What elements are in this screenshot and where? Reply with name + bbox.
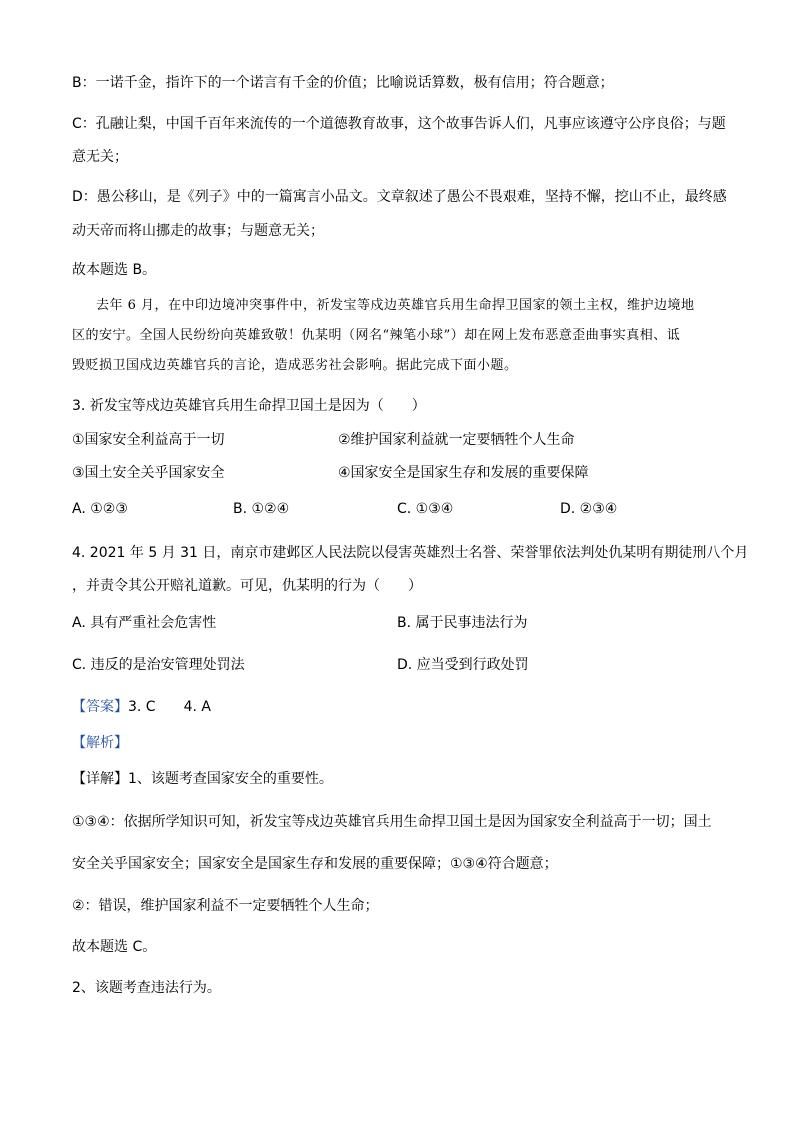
question-3-stem: 3. 祈发宝等戍边英雄官兵用生命捍卫国土是因为（ ） [72, 398, 426, 414]
analysis-p2-line1: ①③④：依据所学知识可知，祈发宝等戍边英雄官兵用生命捍卫国土是因为国家安全利益高于一切；国土 [72, 814, 712, 830]
analysis-conclusion: 故本题选 B。 [72, 262, 157, 278]
answer-line [72, 697, 211, 717]
analysis-option-d-line1: D：愚公移山，是《列子》中的一篇寓言小品文。文章叙述了愚公不畏艰难，坚持不懈，挖山不止，最终感 [72, 189, 727, 205]
q3-statement-3: ③国土安全关乎国家安全 [72, 465, 225, 481]
analysis-option-d-line2: 动天帝而将山挪走的故事；与题意无关； [72, 223, 324, 239]
analysis-tag: 【解析】 [72, 735, 128, 751]
passage-line2: 区的安宁。全国人民纷纷向英雄致敬！仇某明（网名“辣笔小球”）却在网上发布恶意歪曲事实真相、诋 [72, 328, 681, 343]
q4-option-a: A. 具有严重社会危害性 [72, 615, 217, 631]
analysis-option-c-line2: 意无关； [72, 149, 128, 165]
passage-line1: 去年 6 月，在中印边境冲突事件中，祈发宝等戍边英雄官兵用生命捍卫国家的领土主权，维护边境地 [96, 298, 695, 313]
q3-option-a: A. ①②③ [72, 501, 128, 517]
q4-option-c: C. 违反的是治安管理处罚法 [72, 657, 245, 673]
q3-option-d: D. ②③④ [560, 501, 618, 517]
q4-option-d: D. 应当受到行政处罚 [397, 657, 529, 673]
analysis-option-c-line1: C：孔融让梨，中国千百年来流传的一个道德教育故事，这个故事告诉人们，凡事应该遵守公序良俗；与题 [72, 116, 726, 132]
q4-option-b: B. 属于民事违法行为 [397, 615, 528, 631]
analysis-p3: ②：错误，维护国家利益不一定要牺牲个人生命； [72, 898, 379, 914]
q3-option-c: C. ①③④ [397, 501, 454, 517]
detail-tag: 【详解】 [72, 771, 128, 787]
analysis-p2-line2: 安全关乎国家安全；国家安全是国家生存和发展的重要保障；①③④符合题意； [72, 856, 558, 872]
answer-tag: 【答案】 [72, 699, 128, 715]
q3-statement-2: ②维护国家利益就一定要牺牲个人生命 [338, 432, 575, 448]
q3-option-b: B. ①②④ [233, 501, 290, 517]
analysis-option-b: B：一诺千金，指许下的一个诺言有千金的价值；比喻说话算数，极有信用；符合题意； [72, 75, 614, 91]
analysis-q4-intro: 2、该题考查违法行为。 [72, 980, 221, 996]
question-4-stem-line2: ，并责令其公开赔礼道歉。可见，仇某明的行为（ ） [72, 578, 422, 594]
analysis-conclusion-q3: 故本题选 C。 [72, 939, 157, 955]
detail-point-1: 1、该题考查国家安全的重要性。 [128, 771, 333, 787]
answer-values: 3. C 4. A [128, 699, 211, 715]
q3-statement-1: ①国家安全利益高于一切 [72, 432, 225, 448]
passage-line3: 毁贬损卫国戍边英雄官兵的言论，造成恶劣社会影响。据此完成下面小题。 [72, 358, 518, 373]
analysis-detail-line [72, 769, 333, 789]
question-4-stem-line1: 4. 2021 年 5 月 31 日，南京市建邺区人民法院以侵害英雄烈士名誉、荣誉罪依法判处仇某明有期徒刑八个月 [72, 545, 749, 561]
q3-statement-4: ④国家安全是国家生存和发展的重要保障 [338, 465, 589, 481]
